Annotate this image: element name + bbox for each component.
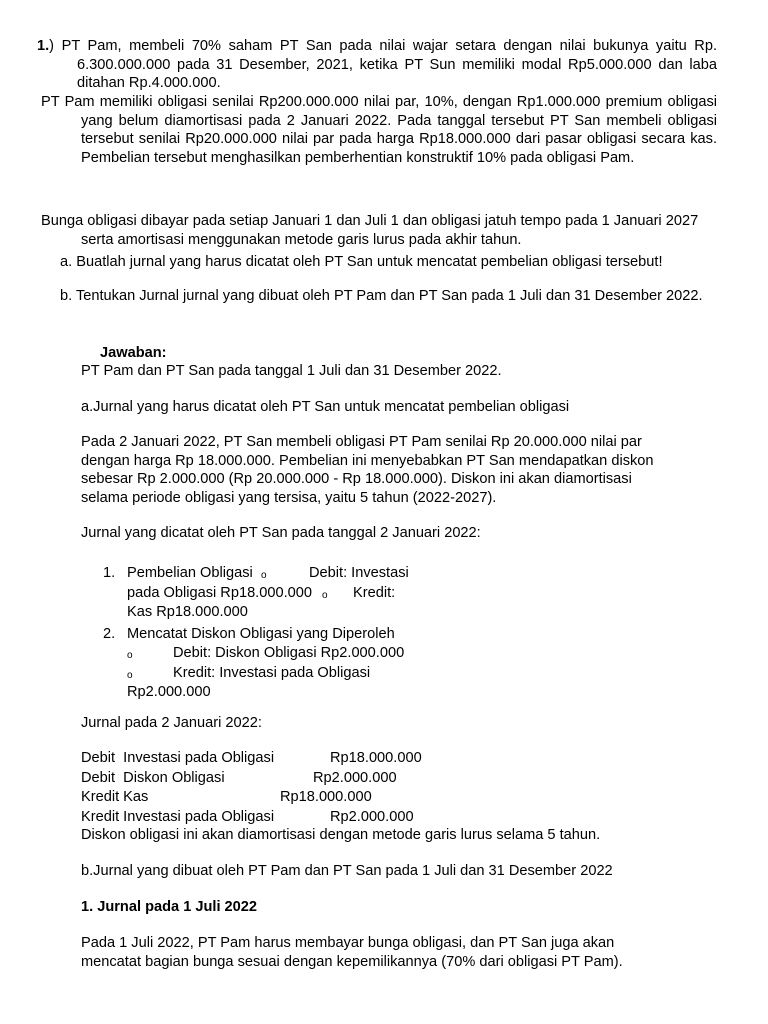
- journal-account: Kredit Investasi pada Obligasi: [81, 808, 275, 825]
- section-b-paragraph: Pada 1 Juli 2022, PT Pam harus membayar bunga obligasi, dan PT San juga akan mencatat bagian bunga sesuai dengan kepemilikannya (70% dari obligasi PT Pam).: [81, 935, 623, 970]
- answer-intro: PT Pam dan PT San pada tanggal 1 Juli dan 31 Desember 2022.: [81, 363, 502, 379]
- journal-row: [81, 808, 481, 828]
- list-item-2-credit: Kredit: Investasi pada Obligasi: [173, 664, 371, 681]
- list-number-1: 1.: [103, 565, 116, 581]
- section-a-paragraph: Pada 2 Januari 2022, PT San membeli obligasi PT Pam senilai Rp 20.000.000 nilai par dengan harga Rp 18.000.000. Pembelian ini menyebabkan PT San mendapatkan diskon sebesar Rp 2.000.000 (Rp 20.000.000 - Rp 18.000.000). Diskon ini akan diamortisasi selama periode obligasi yang tersisa, yaitu 5 tahun (2022-2027).: [81, 434, 654, 506]
- question-paragraph-3: Bunga obligasi dibayar pada setiap Januari 1 dan Juli 1 dan obligasi jatuh tempo pada 1 Januari 2027 serta amortisasi menggunakan metode garis lurus pada akhir tahun.: [41, 213, 699, 248]
- journal-amount: Rp18.000.000: [330, 750, 422, 766]
- list-item-2-line-1: [103, 625, 443, 645]
- journal-account: Debit Diskon Obligasi: [81, 769, 225, 786]
- list-item-1-amount: pada Obligasi Rp18.000.000: [127, 584, 312, 601]
- question-item-a: a. Buatlah jurnal yang harus dicatat oleh PT San untuk mencatat pembelian obligasi tersebut!: [60, 254, 663, 270]
- bullet-icon: o: [261, 570, 267, 581]
- journal-amount: Rp2.000.000: [313, 769, 397, 786]
- sub-heading-july: 1. Jurnal pada 1 Juli 2022: [81, 899, 258, 915]
- journal-table: [81, 749, 481, 827]
- list-item-2-line-3: [103, 664, 443, 684]
- list-item-1-line-2: [103, 584, 443, 604]
- journal-amount: Rp18.000.000: [280, 789, 372, 805]
- list-item-1-line-1: [103, 564, 443, 584]
- list-item-1-line-3: [103, 603, 443, 623]
- bullet-icon: o: [322, 589, 328, 601]
- journal-row: [81, 788, 481, 808]
- bullet-icon: o: [127, 669, 133, 681]
- answer-heading: Jawaban:: [100, 345, 167, 361]
- list-item-2-amount: Rp2.000.000: [127, 684, 211, 700]
- list-item-1-text: Pembelian Obligasi: [127, 565, 253, 581]
- list-item-1-credit: Kredit:: [353, 584, 396, 601]
- list-item-2-line-4: [103, 683, 443, 703]
- journal-account: Debit Investasi pada Obligasi: [81, 750, 275, 766]
- journal-list: [103, 564, 443, 703]
- journal-row: [81, 749, 481, 769]
- journal-intro: Jurnal yang dicatat oleh PT San pada tanggal 2 Januari 2022:: [81, 525, 481, 541]
- list-item-2-line-2: [103, 644, 443, 664]
- journal-row: [81, 769, 481, 789]
- list-item-1-kas: Kas Rp18.000.000: [127, 604, 248, 620]
- question-paragraph-1-text: ) PT Pam, membeli 70% saham PT San pada nilai wajar setara dengan nilai bukunya yaitu Rp. 6.300.000.000 pada 31 Desember, 2021, ketika PT Sun memiliki modal Rp5.000.000 dan laba ditahan Rp.4.000.000.: [49, 38, 717, 92]
- journal-title: Jurnal pada 2 Januari 2022:: [81, 715, 262, 731]
- question-item-b: b. Tentukan Jurnal jurnal yang dibuat oleh PT Pam dan PT San pada 1 Juli dan 31 Desember 2022.: [60, 288, 703, 304]
- section-a-heading: a.Jurnal yang harus dicatat oleh PT San untuk mencatat pembelian obligasi: [81, 399, 570, 415]
- list-item-2-text: Mencatat Diskon Obligasi yang Diperoleh: [127, 625, 395, 642]
- journal-account: Kredit Kas: [81, 789, 149, 805]
- question-paragraph-2: PT Pam memiliki obligasi senilai Rp200.000.000 nilai par, 10%, dengan Rp1.000.000 premium obligasi yang belum diamortisasi pada 2 Januari 2022. Pada tanggal tersebut PT San membeli obligasi tersebut senilai Rp20.000.000 nilai par pada harga Rp18.000.000 dari pasar obligasi secara kas. Pembelian tersebut menghasilkan pemberhentian konstruktif 10% pada obligasi Pam.: [41, 94, 717, 166]
- list-item-2-debit: Debit: Diskon Obligasi Rp2.000.000: [173, 645, 405, 661]
- list-item-1-debit: Debit: Investasi: [309, 565, 409, 581]
- question-paragraph-1: [37, 37, 717, 93]
- list-number-2: 2.: [103, 625, 116, 642]
- journal-amount: Rp2.000.000: [330, 808, 414, 825]
- amortization-note: Diskon obligasi ini akan diamortisasi dengan metode garis lurus selama 5 tahun.: [81, 827, 601, 843]
- section-b-heading: b.Jurnal yang dibuat oleh PT Pam dan PT San pada 1 Juli dan 31 Desember 2022: [81, 863, 613, 879]
- bullet-icon: o: [127, 650, 133, 661]
- question-number: 1.: [37, 38, 50, 54]
